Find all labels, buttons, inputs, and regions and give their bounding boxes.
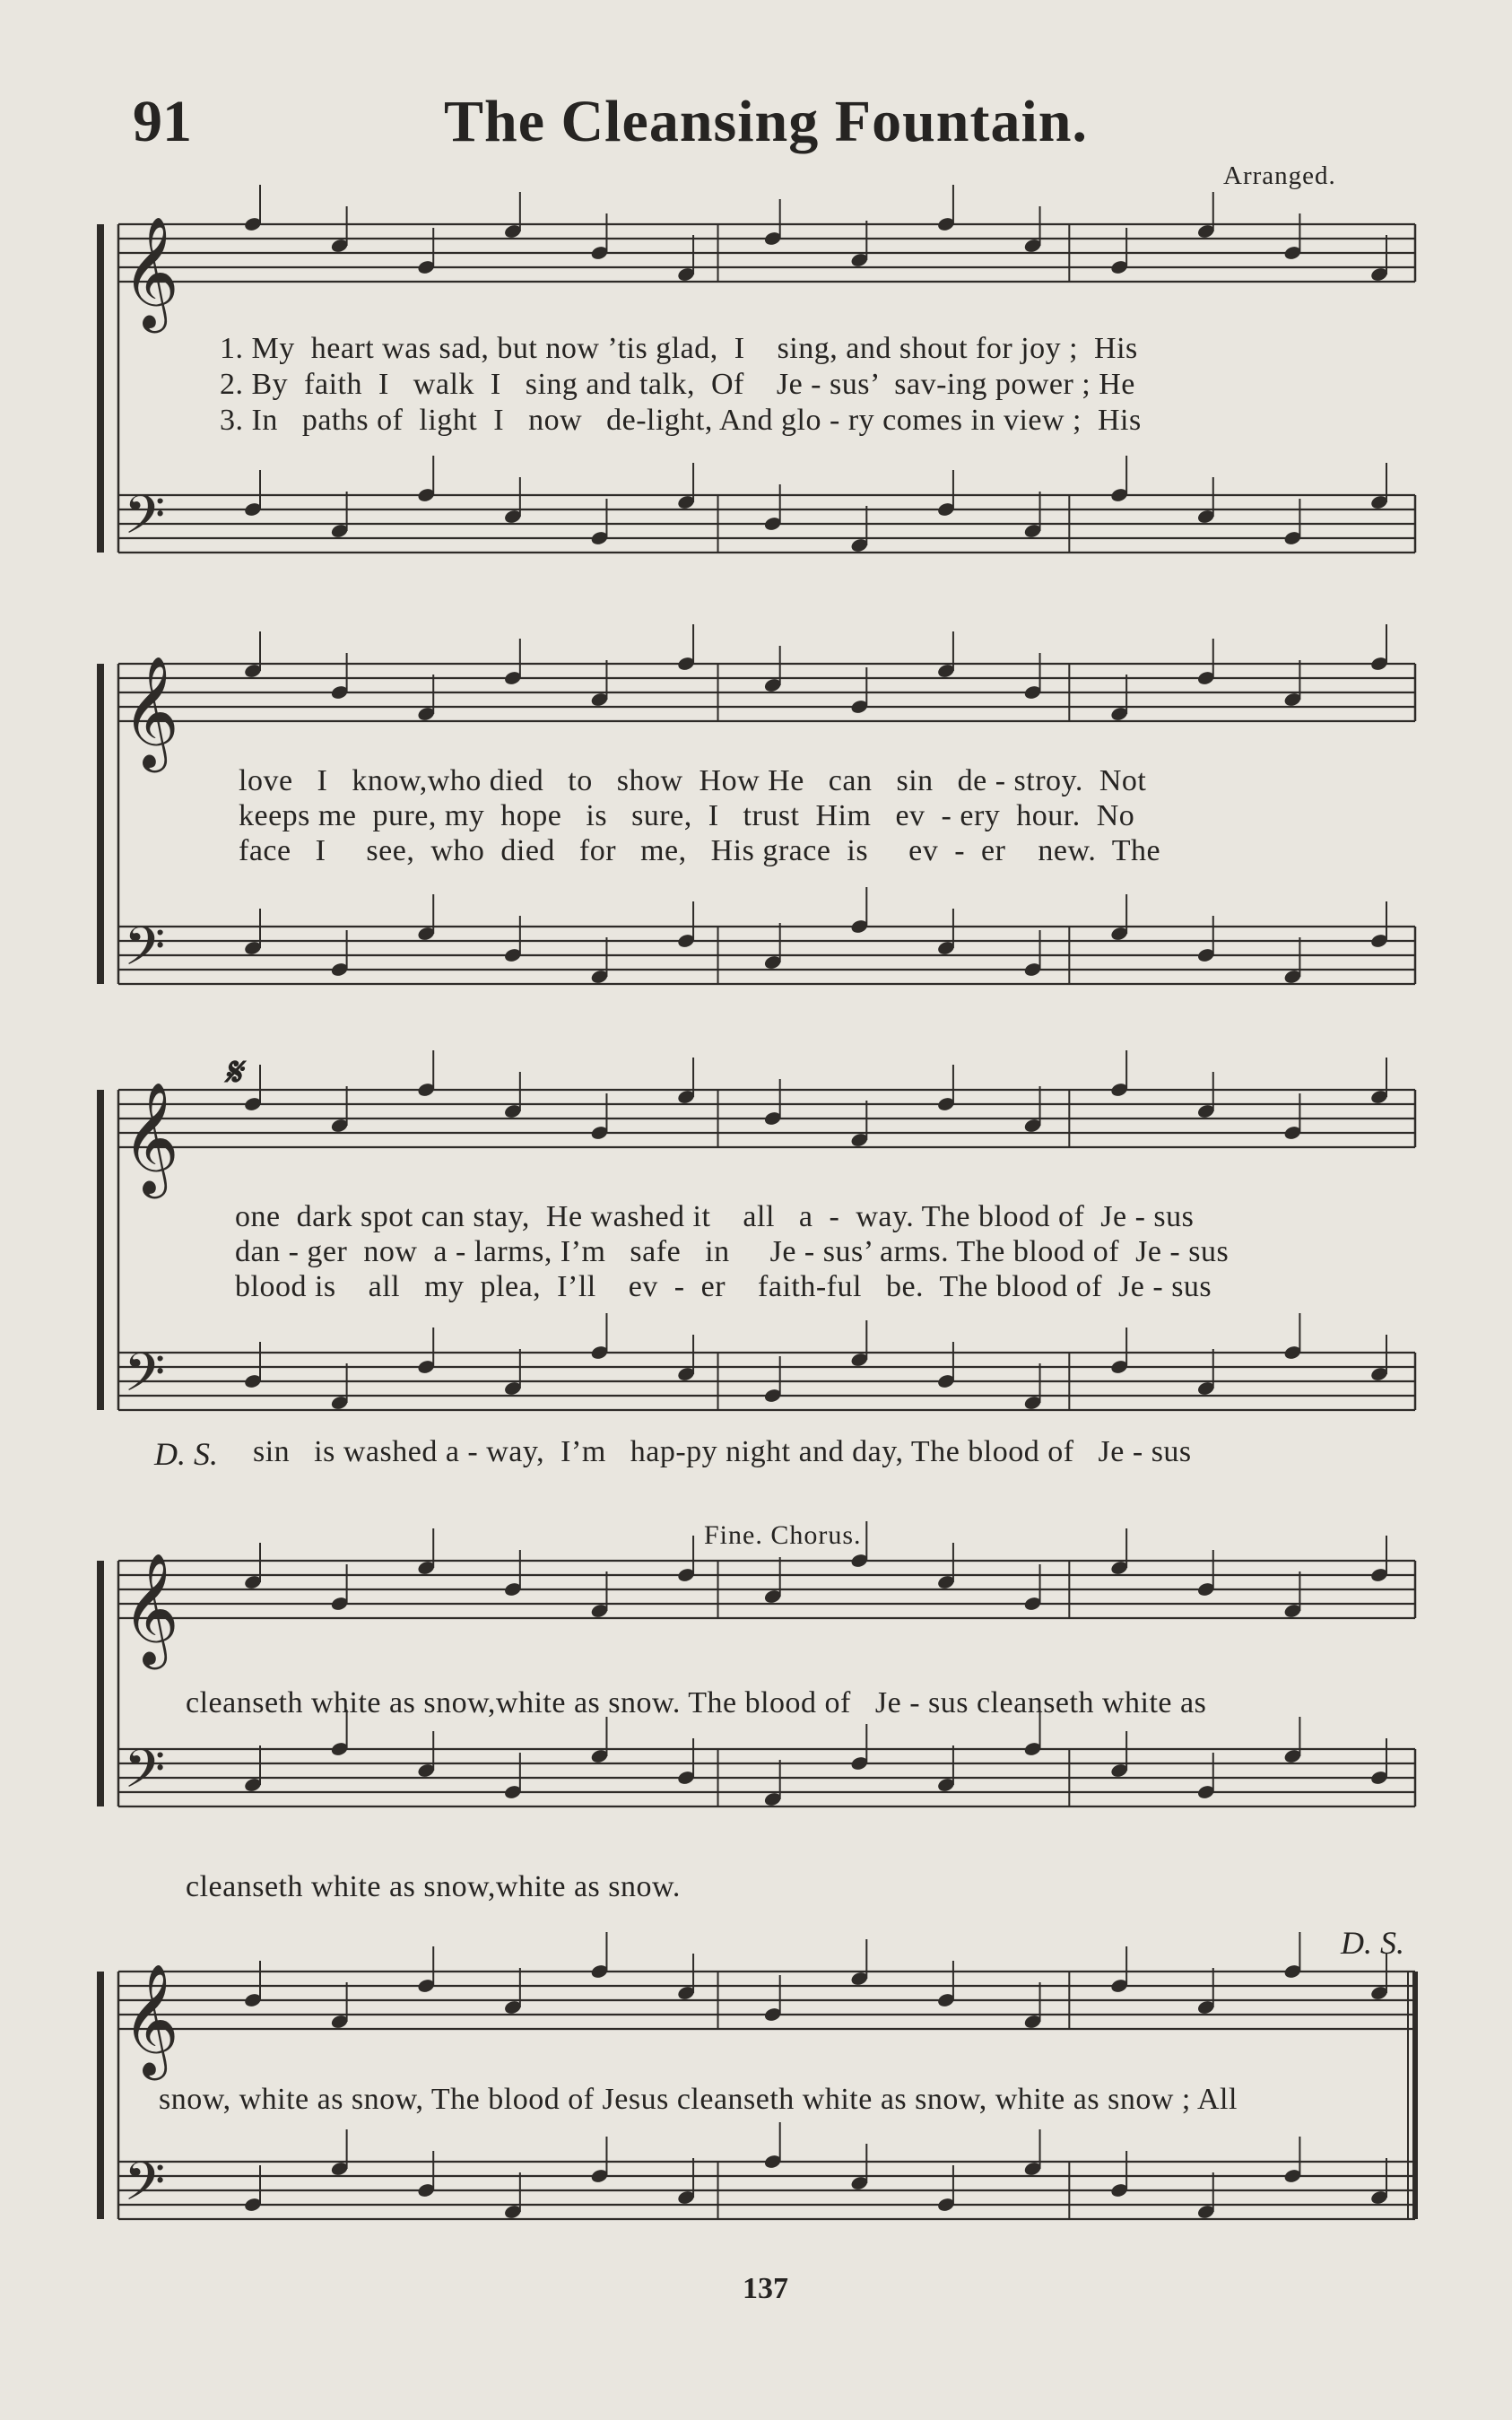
ds-marker-system3: D. S. xyxy=(154,1436,218,1472)
system4-bass-lyrics: cleanseth white as snow,white as snow. xyxy=(186,1870,681,1903)
segno-sign: 𝄋 xyxy=(224,1050,241,1094)
treble-clef-icon: 𝄞 xyxy=(122,216,179,328)
system2-verse1: love I know,who died to show How He can sin de - stroy. Not xyxy=(239,764,1147,797)
system3-verse2: dan - ger now a - larms, I’m safe in Je - sus’ arms. The blood of Je - sus xyxy=(235,1235,1230,1268)
bass-clef-icon: 𝄢 xyxy=(124,1737,166,1813)
system4-treble-lyrics: cleanseth white as snow,white as snow. The blood of Je - sus cleanseth white as xyxy=(186,1686,1207,1719)
system2-verse3: face I see, who died for me, His grace is ev - er new. The xyxy=(239,834,1161,867)
fine-chorus-label: Fine. Chorus. xyxy=(704,1520,862,1550)
page-number: 137 xyxy=(743,2272,788,2305)
ds-marker-system5: D. S. xyxy=(1341,1925,1404,1961)
hymn-title: The Cleansing Fountain. xyxy=(444,89,1088,154)
system1-verse1: 1. My heart was sad, but now ’tis glad, I sing, and shout for joy ; His xyxy=(220,332,1138,365)
treble-clef-icon: 𝄞 xyxy=(122,1963,179,2076)
system1-verse3: 3. In paths of light I now de-light, And glo - ry comes in view ; His xyxy=(220,404,1142,437)
system3-verse3: blood is all my plea, I’ll ev - er faith-ful be. The blood of Je - sus xyxy=(235,1270,1212,1303)
arranged-credit: Arranged. xyxy=(1223,161,1336,190)
bass-clef-icon: 𝄢 xyxy=(124,2150,166,2225)
treble-clef-icon: 𝄞 xyxy=(122,1553,179,1665)
bass-clef-icon: 𝄢 xyxy=(124,915,166,990)
bass-clef-icon: 𝄢 xyxy=(124,1341,166,1416)
system5-lyrics: snow, white as snow, The blood of Jesus cleanseth white as snow, white as snow ; All xyxy=(159,2083,1238,2116)
system3-ds-line: sin is washed a - way, I’m hap-py night and day, The blood of Je - sus xyxy=(253,1435,1192,1468)
system2-verse2: keeps me pure, my hope is sure, I trust Him ev - ery hour. No xyxy=(239,799,1135,832)
hymn-number: 91 xyxy=(133,89,192,154)
bass-clef-icon: 𝄢 xyxy=(124,483,166,559)
system3-verse1: one dark spot can stay, He washed it all a - way. The blood of Je - sus xyxy=(235,1200,1195,1233)
treble-clef-icon: 𝄞 xyxy=(122,656,179,768)
treble-clef-icon: 𝄞 xyxy=(122,1082,179,1194)
system1-verse2: 2. By faith I walk I sing and talk, Of Je - sus’ sav-ing power ; He xyxy=(220,368,1135,401)
